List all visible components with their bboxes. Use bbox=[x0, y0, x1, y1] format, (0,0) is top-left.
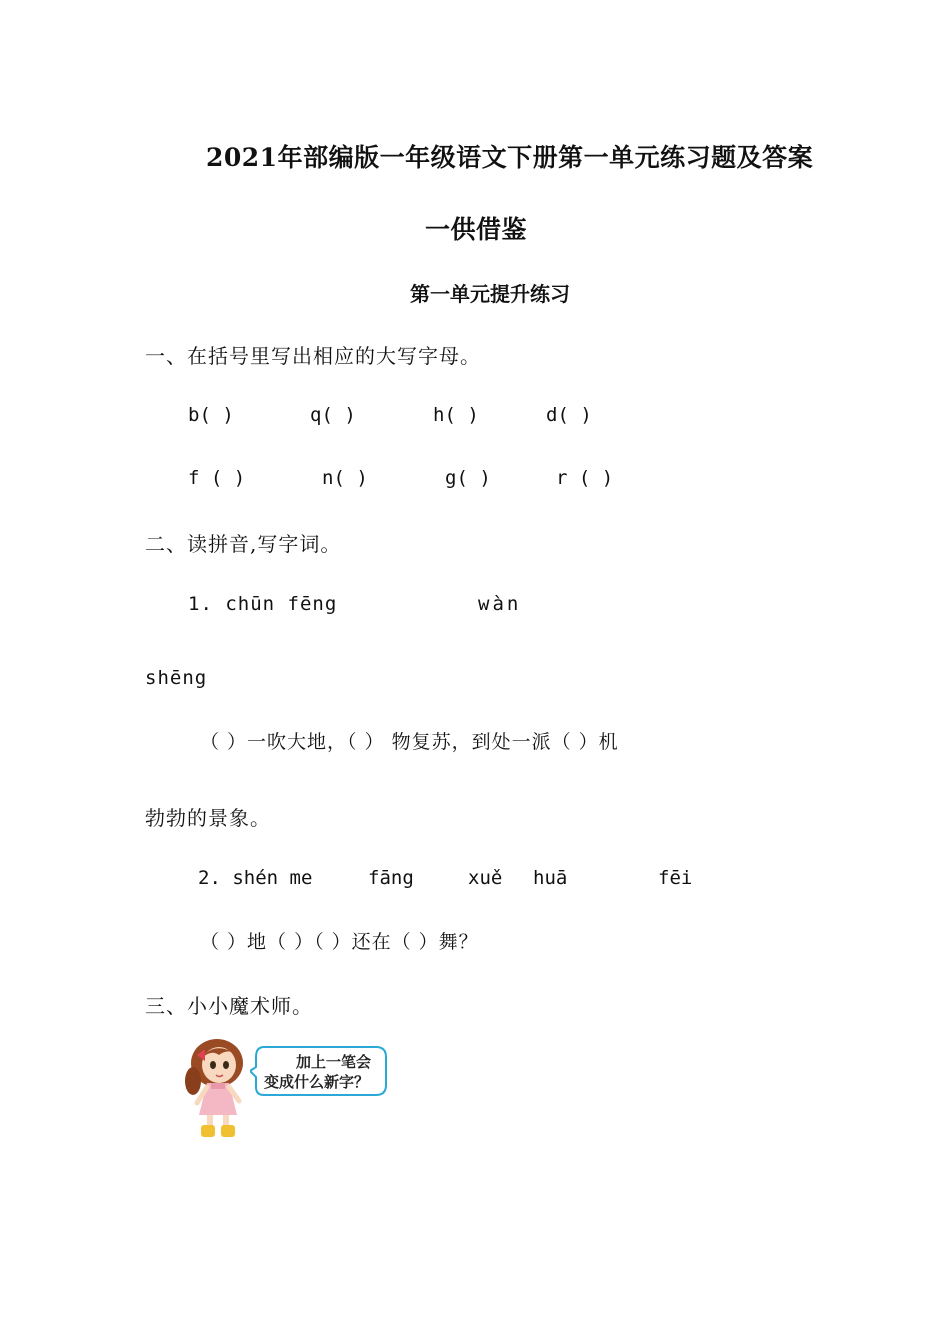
q1-item-d: d( ) bbox=[546, 404, 592, 426]
q1-item-r: r ( ) bbox=[556, 467, 614, 489]
q1-item-g: g( ) bbox=[445, 467, 491, 489]
doc-title-line1: 2021年部编版一年级语文下册第一单元练习题及答案 bbox=[206, 143, 814, 172]
q2-prompt: 二、读拼音,写字词。 bbox=[145, 532, 342, 556]
q2-item2-sentence: （ ）地（ ）（ ）还在（ ）舞？ bbox=[200, 931, 479, 953]
q2-item2-pinyin-4: huā bbox=[533, 867, 568, 889]
q2-item2-pinyin-5: fēi bbox=[658, 867, 693, 889]
q1-item-q: q( ) bbox=[310, 404, 356, 426]
q2-item1-pinyin-a: 1. chūn fēng bbox=[188, 593, 338, 615]
q2-item2-pinyin-1: 2. shén me bbox=[198, 867, 313, 889]
q2-item1-sentence: （ ）一吹大地，（ ） 物复苏，到处一派（ ）机 bbox=[200, 731, 619, 753]
q1-prompt: 一、在括号里写出相应的大写字母。 bbox=[145, 344, 481, 368]
q1-item-h: h( ) bbox=[433, 404, 479, 426]
q3-prompt: 三、小小魔术师。 bbox=[145, 994, 313, 1018]
q2-item2-pinyin-2: fāng bbox=[368, 867, 414, 889]
section-heading: 第一单元提升练习 bbox=[410, 282, 570, 306]
girl-illustration bbox=[183, 1035, 253, 1143]
doc-title-line2: 一供借鉴 bbox=[425, 215, 528, 244]
q2-item2-pinyin-3: xuě bbox=[468, 867, 503, 889]
q2-item1-sentence-cont: 勃勃的景象。 bbox=[145, 806, 271, 830]
q1-item-n: n( ) bbox=[322, 467, 368, 489]
speech-bubble bbox=[250, 1043, 390, 1099]
q2-item1-pinyin-b: wàn bbox=[478, 593, 522, 615]
q1-item-f: f ( ) bbox=[188, 467, 246, 489]
q1-item-b: b( ) bbox=[188, 404, 234, 426]
bubble-line1: 加上一笔会 bbox=[296, 1053, 372, 1071]
q2-item1-pinyin-c: shēng bbox=[145, 667, 208, 689]
bubble-line2: 变成什么新字？ bbox=[264, 1073, 370, 1091]
